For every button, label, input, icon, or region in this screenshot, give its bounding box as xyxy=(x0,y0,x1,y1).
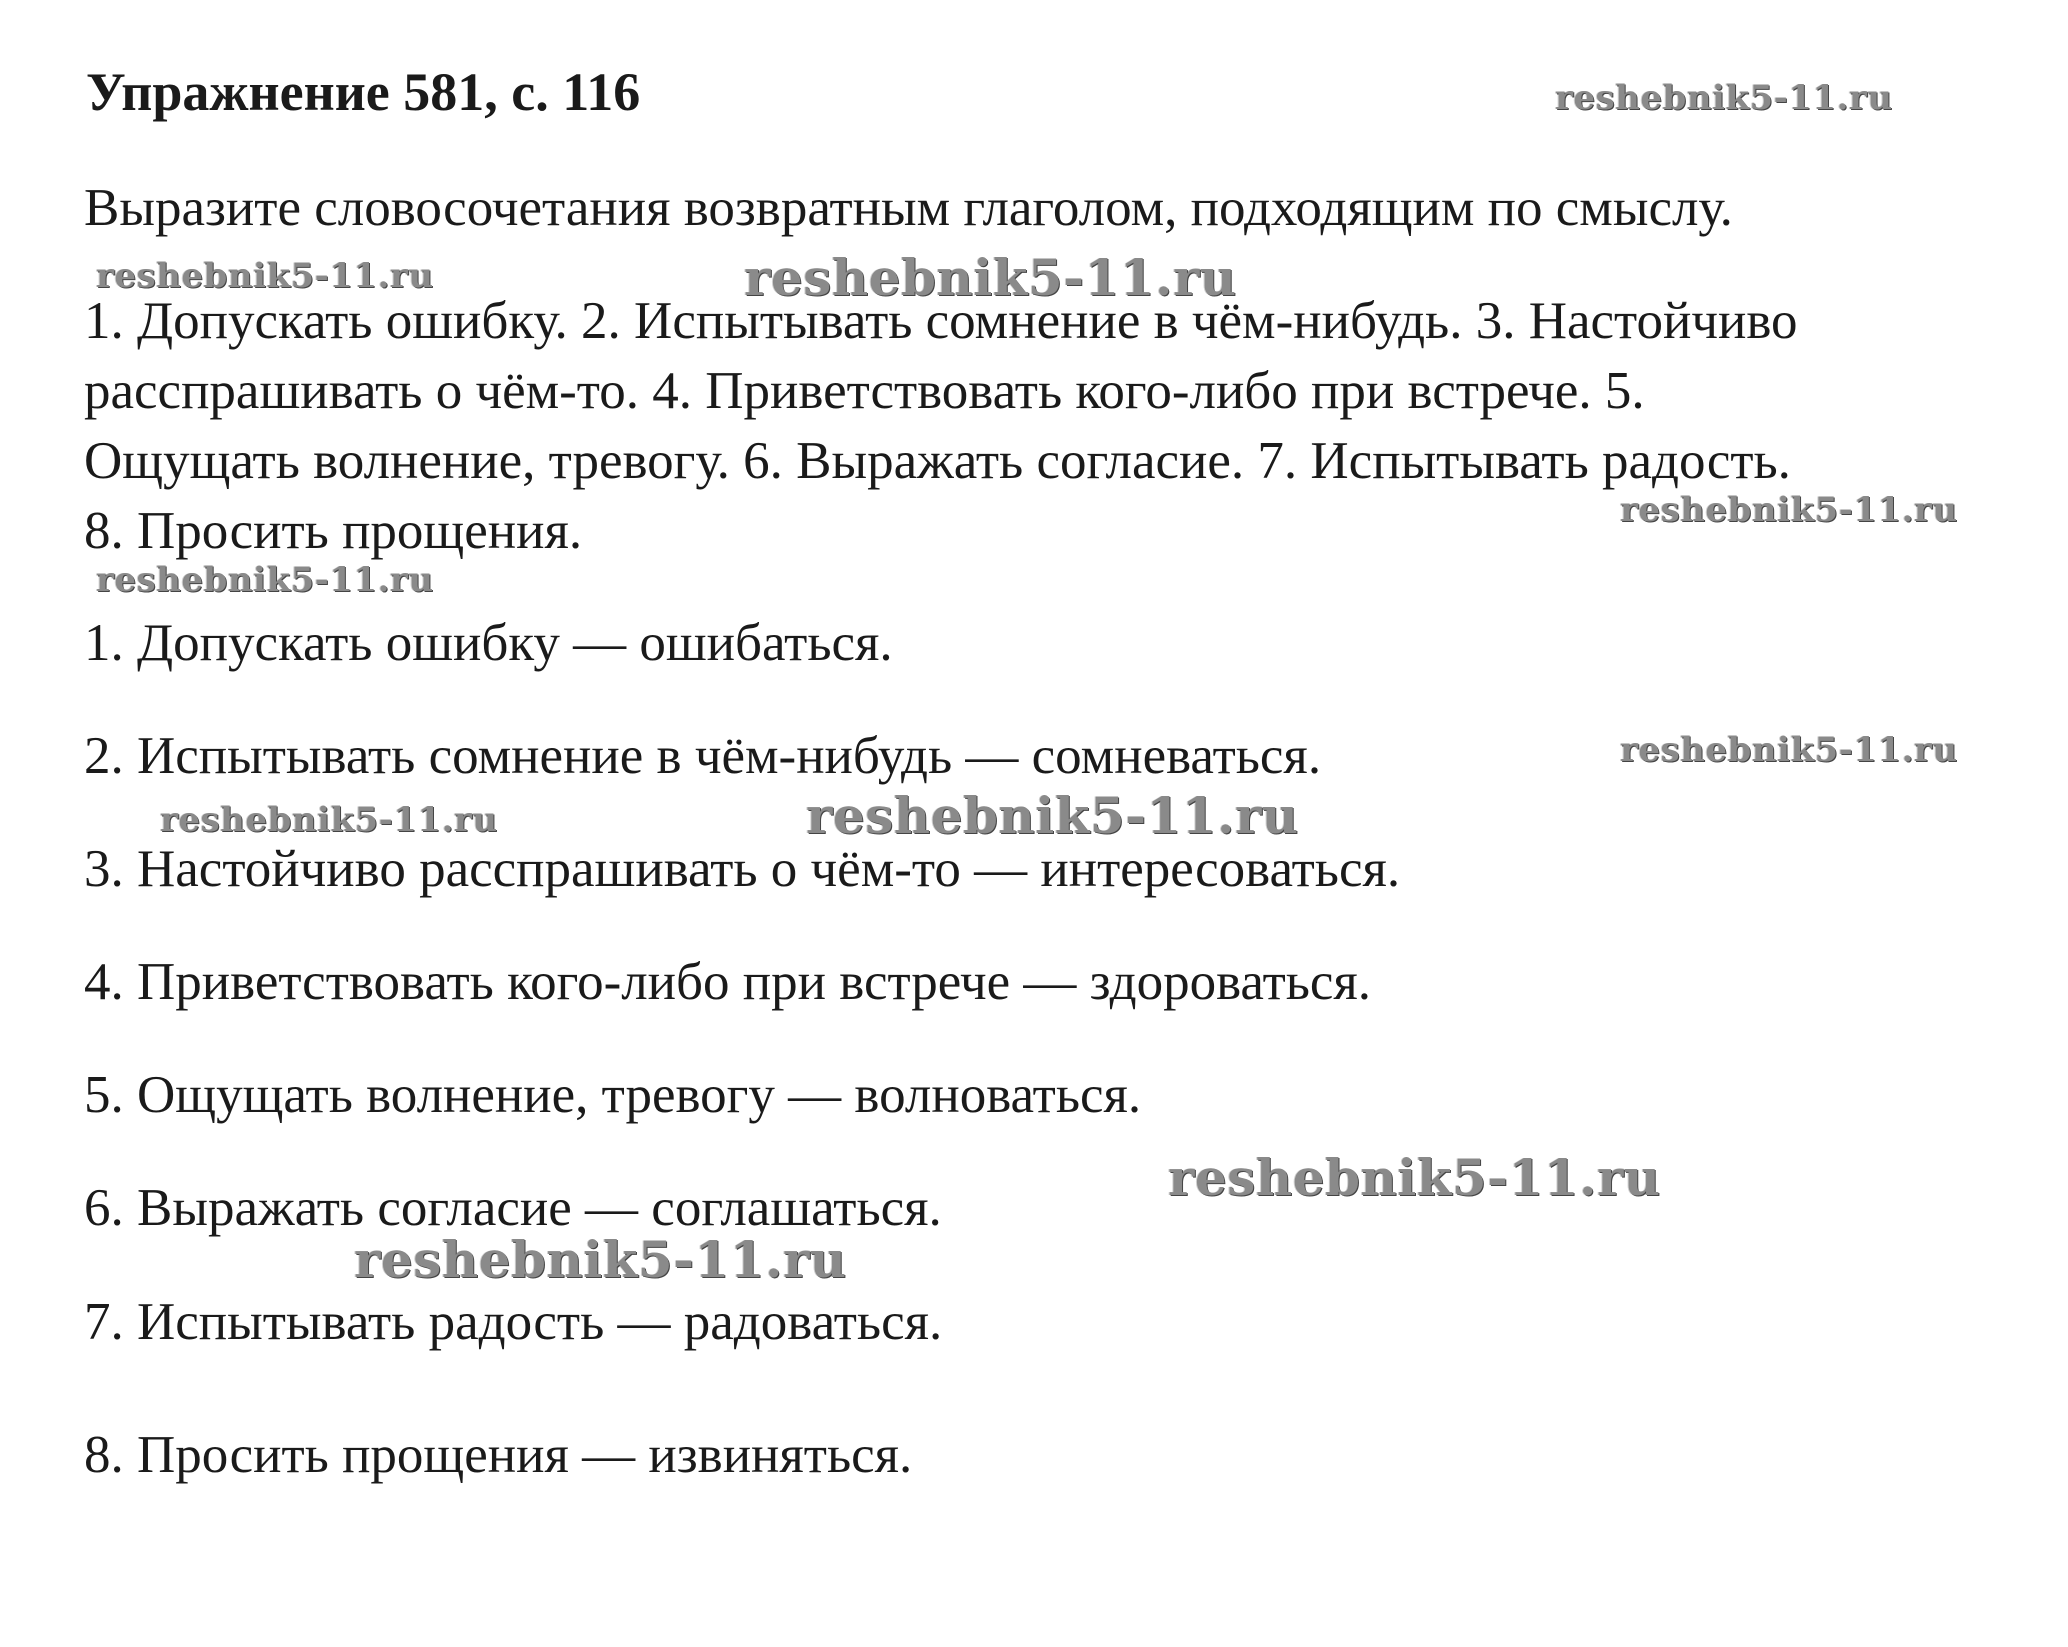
answer-7: 7. Испытывать радость — радоваться. xyxy=(84,1293,943,1351)
answer-3: 3. Настойчиво расспрашивать о чём-то — интересоваться. xyxy=(84,840,1401,898)
exercise-line: 1. Допускать ошибку. 2. Испытывать сомнение в чём-нибудь. 3. Настойчиво xyxy=(84,292,1798,350)
watermark: reshebnik5-11.ru xyxy=(1620,490,1958,530)
watermark: reshebnik5-11.ru xyxy=(160,800,498,840)
answer-8: 8. Просить прощения — извиняться. xyxy=(84,1426,913,1484)
watermark: reshebnik5-11.ru xyxy=(354,1230,847,1289)
page-title: Упражнение 581, с. 116 xyxy=(86,62,641,122)
watermark: reshebnik5-11.ru xyxy=(744,248,1237,307)
watermark: reshebnik5-11.ru xyxy=(96,256,434,296)
watermark: reshebnik5-11.ru xyxy=(1620,730,1958,770)
watermark: reshebnik5-11.ru xyxy=(1168,1148,1661,1207)
answer-5: 5. Ощущать волнение, тревогу — волноваться. xyxy=(84,1066,1142,1124)
watermark: reshebnik5-11.ru xyxy=(1555,78,1893,118)
answer-4: 4. Приветствовать кого-либо при встрече — здороваться. xyxy=(84,953,1372,1011)
answer-1: 1. Допускать ошибку — ошибаться. xyxy=(84,614,893,672)
exercise-text xyxy=(84,286,2044,566)
exercise-line: Ощущать волнение, тревогу. 6. Выражать согласие. 7. Испытывать радость. xyxy=(84,432,1791,490)
watermark: reshebnik5-11.ru xyxy=(806,786,1299,845)
answer-2: 2. Испытывать сомнение в чём-нибудь — сомневаться. xyxy=(84,727,1322,785)
answer-6: 6. Выражать согласие — соглашаться. xyxy=(84,1179,942,1237)
watermark: reshebnik5-11.ru xyxy=(96,560,434,600)
exercise-line: расспрашивать о чём-то. 4. Приветствовать кого-либо при встрече. 5. xyxy=(84,362,1645,420)
exercise-line: 8. Просить прощения. xyxy=(84,502,583,560)
exercise-instruction: Выразите словосочетания возвратным глаголом, подходящим по смыслу. xyxy=(84,179,1733,237)
